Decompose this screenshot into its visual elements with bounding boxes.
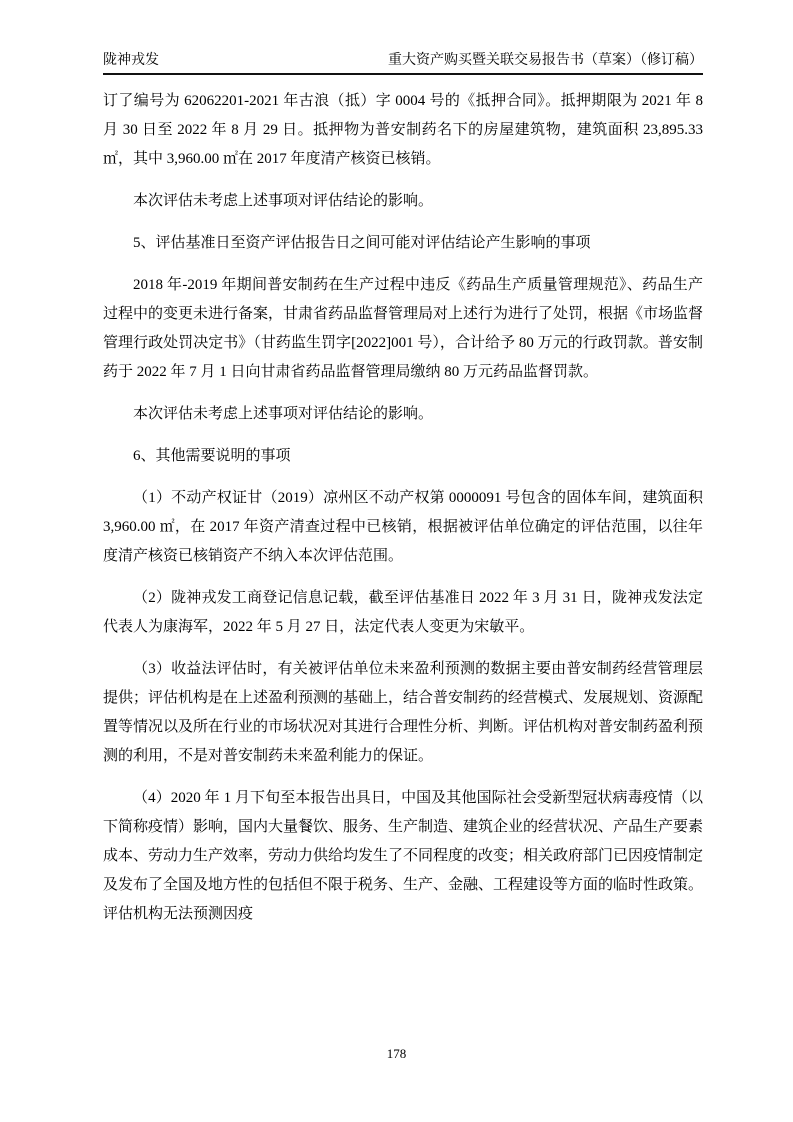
- document-body: [103, 75, 703, 929]
- paragraph-penalty-detail: 2018 年-2019 年期间普安制药在生产过程中违反《药品生产质量管理规范》、药品生产过程中的变更未进行备案，甘肃省药品监督管理局对上述行为进行了处罚，根据《市场监督管理行政处罚决定书》（甘药监生罚字[2022]001 号），合计给予 80 万元的行政罚款。普安制药于 2022 年 7 月 1 日向甘肃省药品监督管理局缴纳 80 万元药品监督罚款。: [103, 277, 704, 380]
- section-heading-6: 6、其他需要说明的事项: [133, 448, 291, 464]
- paragraph-item-4: （4）2020 年 1 月下旬至本报告出具日，中国及其他国际社会受新型冠状病毒疫情（以下简称疫情）影响，国内大量餐饮、服务、生产制造、建筑企业的经营状况、产品生产要素成本、劳动力生产效率，劳动力供给均发生了不同程度的改变；相关政府部门已因疫情制定及发布了全国及地方性的包括但不限于税务、生产、金融、工程建设等方面的临时性政策。评估机构无法预测因疫: [103, 790, 704, 922]
- paragraph-item-2: （2）陇神戎发工商登记信息记载，截至评估基准日 2022 年 3 月 31 日，陇神戎发法定代表人为康海军，2022 年 5 月 27 日，法定代表人变更为宋敏平。: [103, 590, 703, 635]
- page-footer: [0, 1046, 793, 1062]
- paragraph-item-3: （3）收益法评估时，有关被评估单位未来盈利预测的数据主要由普安制药经营管理层提供；评估机构是在上述盈利预测的基础上，结合普安制药的经营模式、发展规划、资源配置等情况以及所在行业的市场状况对其进行合理性分析、判断。评估机构对普安制药盈利预测的利用，不是对普安制药未来盈利能力的保证。: [103, 661, 704, 764]
- paragraph-conclusion-note-1: 本次评估未考虑上述事项对评估结论的影响。: [133, 193, 434, 209]
- header-company-name: 陇神戎发: [103, 53, 159, 68]
- page-number: 178: [386, 1046, 407, 1061]
- paragraph-continuation: 订了编号为 62062201-2021 年古浪（抵）字 0004 号的《抵押合同》。抵押期限为 2021 年 8 月 30 日至 2022 年 8 月 29 日。抵押物为普安制药名下的房屋建筑物，建筑面积 23,895.33 ㎡，其中 3,960.00 ㎡在 2017 年度清产核资已核销。: [103, 93, 703, 167]
- paragraph-conclusion-note-2: 本次评估未考虑上述事项对评估结论的影响。: [133, 406, 434, 422]
- section-heading-5: 5、评估基准日至资产评估报告日之间可能对评估结论产生影响的事项: [133, 235, 591, 251]
- page-header: [103, 0, 703, 75]
- paragraph-item-1: （1）不动产权证甘（2019）凉州区不动产权第 0000091 号包含的固体车间，建筑面积 3,960.00 ㎡，在 2017 年资产清查过程中已核销，根据被评估单位确定的评估范围，以往年度清产核资已核销资产不纳入本次评估范围。: [103, 490, 703, 564]
- header-document-title: 重大资产购买暨关联交易报告书（草案）（修订稿）: [388, 53, 703, 68]
